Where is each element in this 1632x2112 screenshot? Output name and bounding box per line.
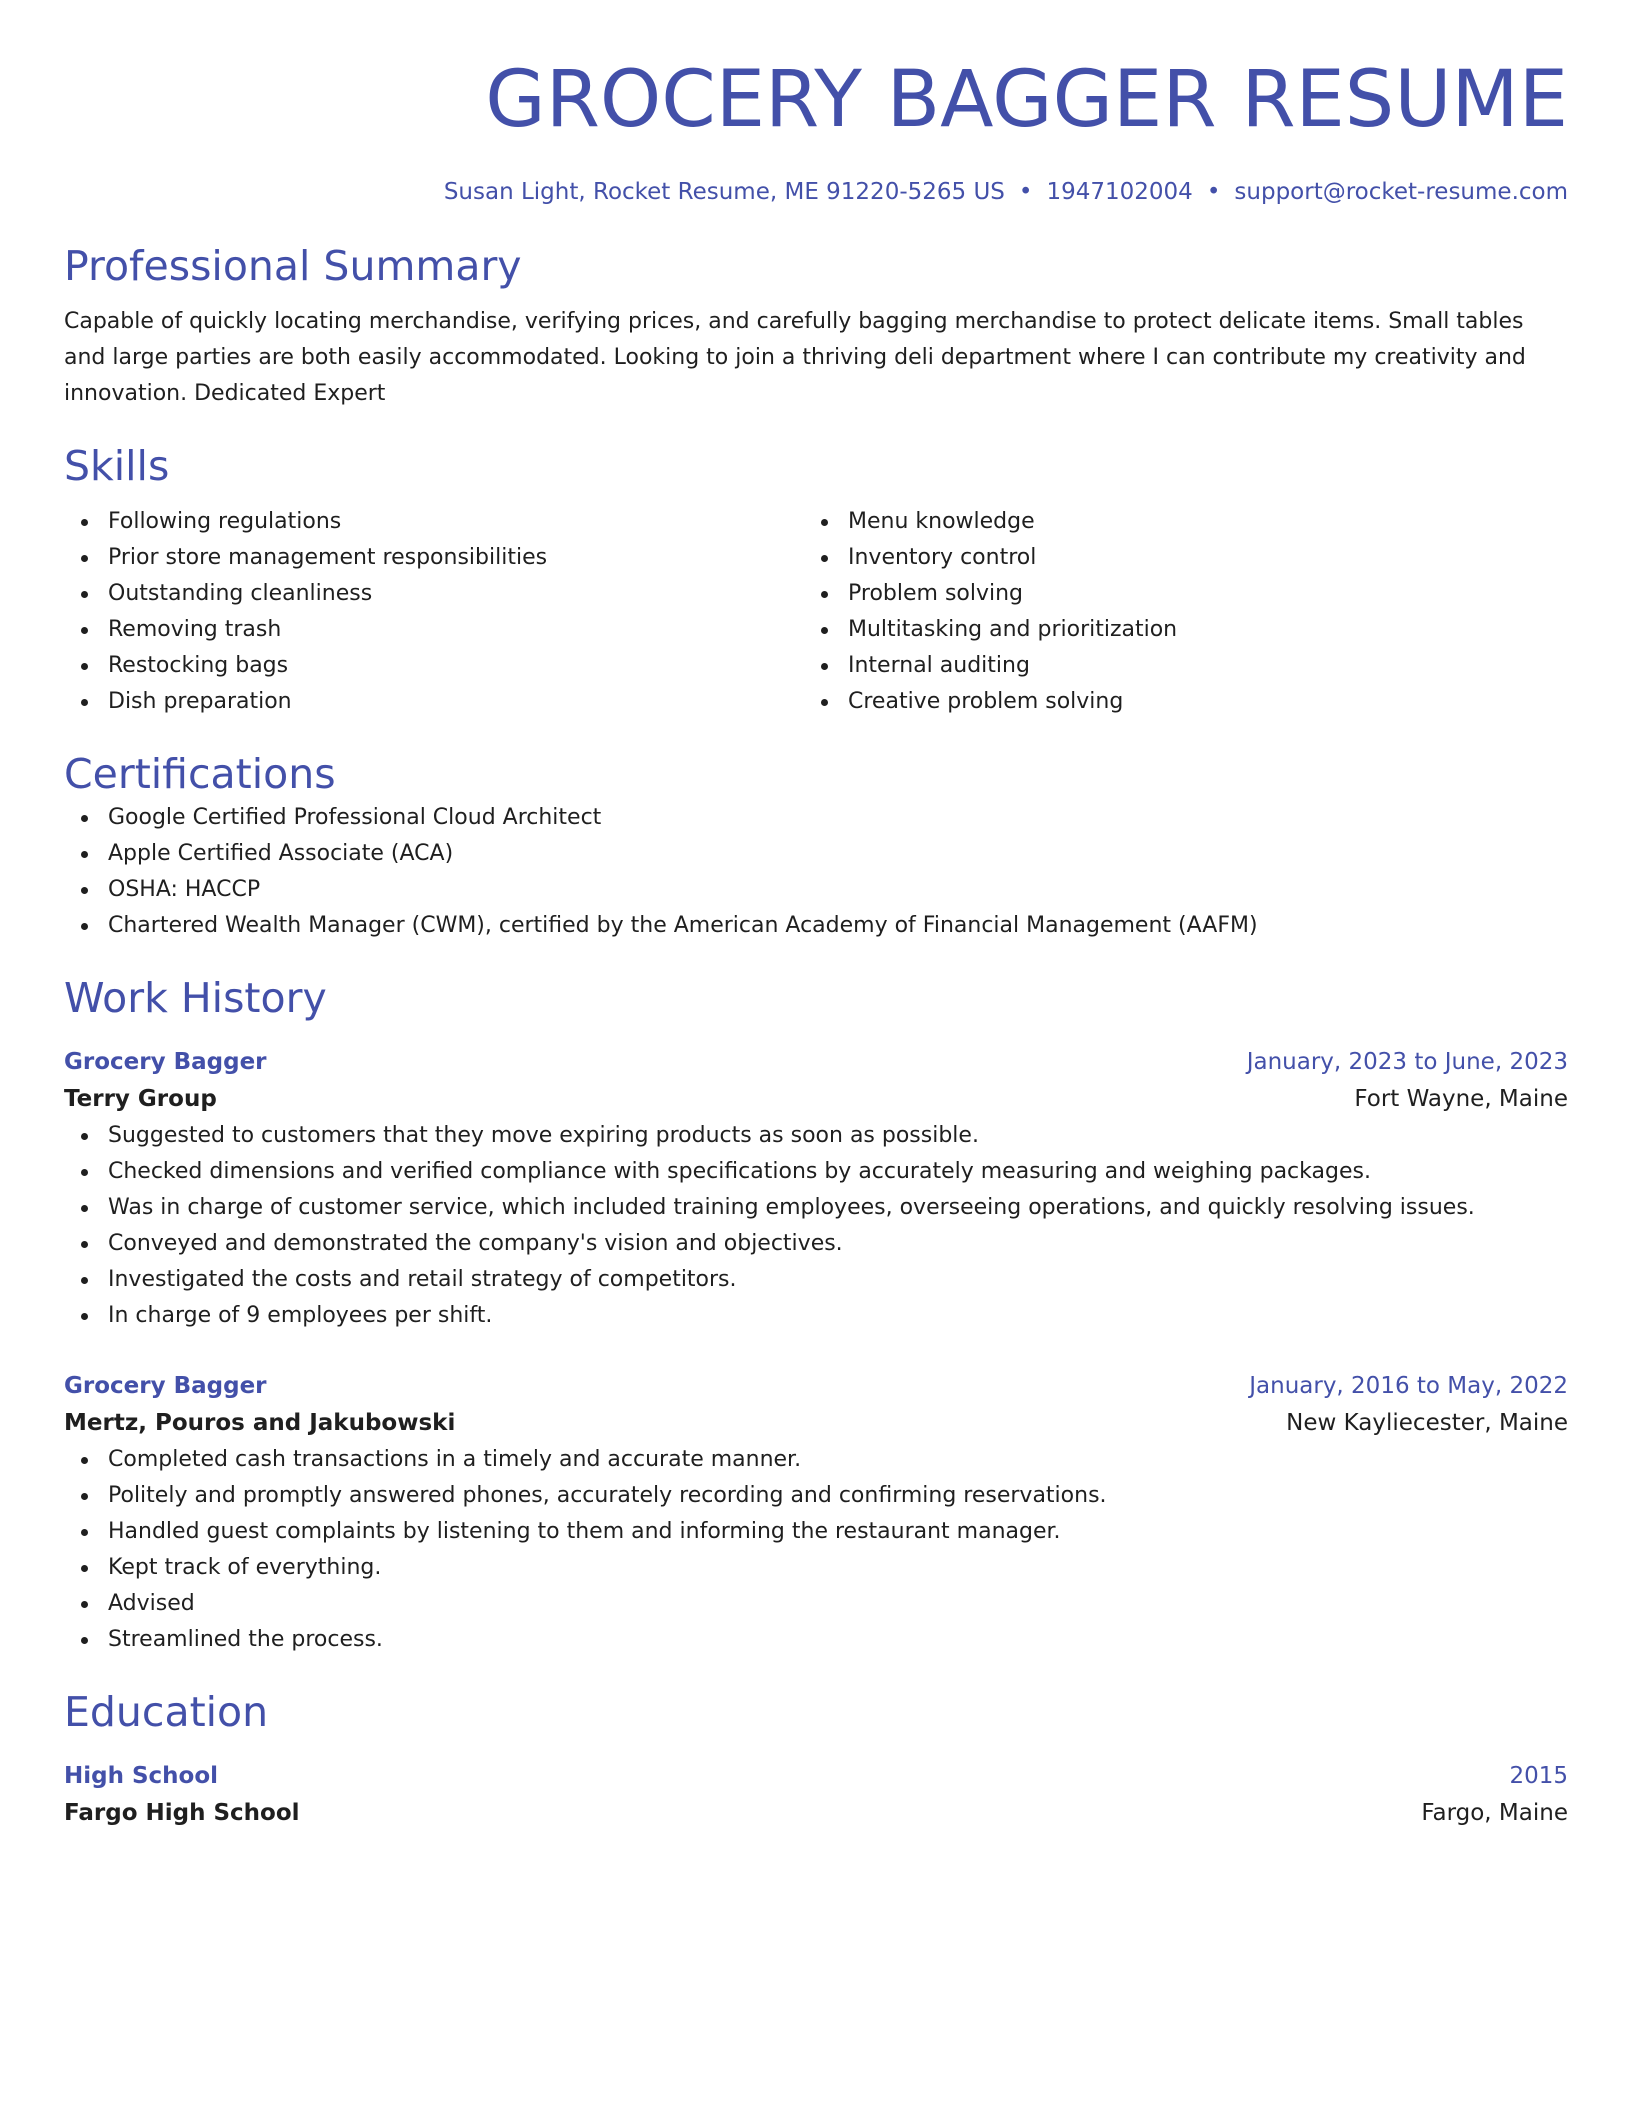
- certification-item: Google Certified Professional Cloud Architect: [64, 800, 1568, 836]
- contact-separator: •: [1018, 179, 1033, 205]
- skill-item: Prior store management responsibilities: [64, 540, 804, 576]
- education-school: Fargo High School: [64, 1800, 300, 1826]
- job-duties-list: [64, 1118, 1568, 1334]
- job-location: Fort Wayne, Maine: [1354, 1086, 1568, 1112]
- job-title: Grocery Bagger: [64, 1049, 267, 1075]
- work-history-heading: Work History: [64, 974, 327, 1022]
- summary-text: Capable of quickly locating merchandise, verifying prices, and carefully bagging merchandise to protect delicate items. Small tables and large parties are both easily accommodated. Looking to join a thriving deli department where I can contribute my creativity and innovation. Dedicated Expert: [64, 309, 1526, 406]
- job-duty: Checked dimensions and verified compliance with specifications by accurately measuring and weighing packages.: [64, 1154, 1568, 1190]
- job-entry: [64, 1044, 1568, 1334]
- skill-item: Outstanding cleanliness: [64, 576, 804, 612]
- skill-item: Multitasking and prioritization: [804, 612, 1544, 648]
- skill-item: Restocking bags: [64, 648, 804, 684]
- job-dates: January, 2016 to May, 2022: [1249, 1373, 1568, 1399]
- certification-item: OSHA: HACCP: [64, 872, 1568, 908]
- job-duty: Advised: [64, 1586, 1568, 1622]
- job-duty: Kept track of everything.: [64, 1550, 1568, 1586]
- skills-section: [64, 440, 1568, 720]
- skill-item: Following regulations: [64, 504, 804, 540]
- certifications-heading: Certifications: [64, 750, 336, 798]
- certifications-list: [64, 800, 1568, 944]
- job-duty: In charge of 9 employees per shift.: [64, 1298, 1568, 1334]
- job-title: Grocery Bagger: [64, 1373, 267, 1399]
- education-school-row: [64, 1794, 1568, 1832]
- skills-column-left: [64, 504, 804, 720]
- skill-item: Removing trash: [64, 612, 804, 648]
- job-header-row: [64, 1044, 1568, 1080]
- education-entry: [64, 1758, 1568, 1832]
- skill-item: Internal auditing: [804, 648, 1544, 684]
- skill-item: Inventory control: [804, 540, 1544, 576]
- job-dates: January, 2023 to June, 2023: [1246, 1049, 1568, 1075]
- skills-grid: [64, 504, 1568, 720]
- skill-item: Dish preparation: [64, 684, 804, 720]
- job-duty: Politely and promptly answered phones, accurately recording and confirming reservations.: [64, 1478, 1568, 1514]
- contact-email: support@rocket-resume.com: [1234, 179, 1568, 205]
- job-duty: Handled guest complaints by listening to them and informing the restaurant manager.: [64, 1514, 1568, 1550]
- education-section: [64, 1686, 1568, 1832]
- job-entry: [64, 1368, 1568, 1658]
- skills-heading: Skills: [64, 442, 170, 490]
- contact-separator: •: [1206, 179, 1221, 205]
- job-duties-list: [64, 1442, 1568, 1658]
- job-duty: Investigated the costs and retail strategy of competitors.: [64, 1262, 1568, 1298]
- job-company: Mertz, Pouros and Jakubowski: [64, 1410, 456, 1436]
- summary-section: [64, 240, 1568, 412]
- education-header-row: [64, 1758, 1568, 1794]
- contact-phone: 1947102004: [1046, 179, 1193, 205]
- contact-line: [64, 176, 1568, 208]
- work-history-section: [64, 972, 1568, 1658]
- summary-heading: Professional Summary: [64, 242, 522, 290]
- education-degree: High School: [64, 1763, 219, 1789]
- certifications-section: [64, 748, 1568, 944]
- education-location: Fargo, Maine: [1421, 1800, 1568, 1826]
- education-heading: Education: [64, 1688, 269, 1736]
- job-location: New Kayliecester, Maine: [1286, 1410, 1568, 1436]
- skills-column-right: [804, 504, 1544, 720]
- skill-item: Problem solving: [804, 576, 1544, 612]
- job-company-row: [64, 1404, 1568, 1442]
- skills-list-left: [64, 504, 804, 720]
- job-company: Terry Group: [64, 1086, 217, 1112]
- education-year: 2015: [1509, 1763, 1568, 1789]
- job-header-row: [64, 1368, 1568, 1404]
- contact-address: Susan Light, Rocket Resume, ME 91220-5265 US: [443, 179, 1005, 205]
- certification-item: Chartered Wealth Manager (CWM), certified by the American Academy of Financial Management (AAFM): [64, 908, 1568, 944]
- job-duty: Conveyed and demonstrated the company's vision and objectives.: [64, 1226, 1568, 1262]
- job-duty: Streamlined the process.: [64, 1622, 1568, 1658]
- skills-list-right: [804, 504, 1544, 720]
- skill-item: Menu knowledge: [804, 504, 1544, 540]
- job-company-row: [64, 1080, 1568, 1118]
- skill-item: Creative problem solving: [804, 684, 1544, 720]
- job-duty: Suggested to customers that they move expiring products as soon as possible.: [64, 1118, 1568, 1154]
- resume-title: GROCERY BAGGER RESUME: [485, 55, 1568, 145]
- job-duty: Was in charge of customer service, which included training employees, overseeing operations, and quickly resolving issues.: [64, 1190, 1568, 1226]
- job-duty: Completed cash transactions in a timely and accurate manner.: [64, 1442, 1568, 1478]
- certification-item: Apple Certified Associate (ACA): [64, 836, 1568, 872]
